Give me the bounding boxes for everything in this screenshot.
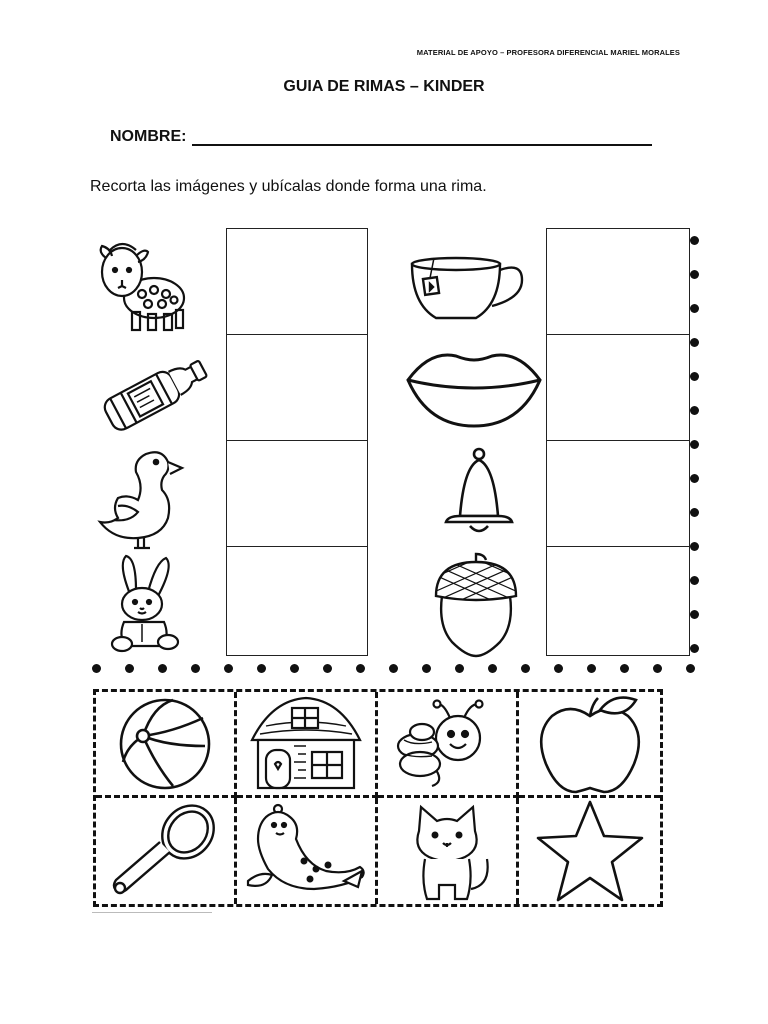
cutout-cell[interactable] (519, 692, 660, 798)
cut-dot (257, 664, 266, 673)
cat-icon (399, 801, 495, 901)
cut-dot (690, 338, 699, 347)
name-line[interactable] (192, 128, 652, 146)
answer-box[interactable] (227, 229, 367, 335)
star-icon (534, 798, 646, 904)
header-note: MATERIAL DE APOYO – PROFESORA DIFERENCIAL MARIEL MORALES (416, 48, 680, 57)
name-label: NOMBRE: (110, 128, 187, 145)
answer-column-left (226, 228, 368, 656)
cut-dot (620, 664, 629, 673)
instruction-text: Recorta las imágenes y ubícalas donde forma una rima. (90, 178, 487, 195)
cut-dot (690, 440, 699, 449)
answer-box[interactable] (547, 335, 689, 441)
answer-box[interactable] (227, 441, 367, 547)
house-icon (246, 696, 366, 792)
horizontal-cut-line (92, 664, 702, 674)
cut-dot (224, 664, 233, 673)
cut-dot (554, 664, 563, 673)
cut-dot (690, 406, 699, 415)
answer-box[interactable] (547, 229, 689, 335)
cut-dot (389, 664, 398, 673)
cut-dot (690, 576, 699, 585)
vertical-cut-line (690, 236, 700, 656)
cut-dot (690, 270, 699, 279)
cut-dot (690, 304, 699, 313)
cutout-grid (93, 689, 663, 907)
cut-dot (521, 664, 530, 673)
cut-dot (92, 664, 101, 673)
cut-dot (690, 474, 699, 483)
seal-icon (244, 803, 368, 899)
footer-divider (92, 912, 212, 913)
cut-dot (690, 508, 699, 517)
lips-icon (404, 346, 544, 430)
beach-ball-icon (117, 696, 213, 792)
cutout-cell[interactable] (378, 692, 519, 798)
cut-dot (690, 542, 699, 551)
cut-dot (690, 610, 699, 619)
cutout-cell[interactable] (378, 798, 519, 904)
cut-dot (290, 664, 299, 673)
cutout-cell[interactable] (519, 798, 660, 904)
cut-dot (422, 664, 431, 673)
cut-dot (587, 664, 596, 673)
bee-icon (392, 698, 502, 790)
bottle-icon (92, 342, 214, 442)
answer-box[interactable] (227, 335, 367, 441)
sheep-icon (92, 236, 192, 336)
rabbit-icon (102, 552, 184, 658)
cut-dot (686, 664, 695, 673)
duck-icon (92, 446, 184, 552)
cut-dot (356, 664, 365, 673)
hand-mirror-icon (110, 802, 220, 900)
apple-icon (538, 694, 642, 794)
teacup-icon (404, 248, 532, 324)
cut-dot (455, 664, 464, 673)
answer-column-right (546, 228, 690, 656)
cut-dot (191, 664, 200, 673)
cut-dot (323, 664, 332, 673)
answer-box[interactable] (227, 547, 367, 654)
cut-dot (690, 372, 699, 381)
cut-dot (488, 664, 497, 673)
cut-dot (690, 644, 699, 653)
cut-dot (125, 664, 134, 673)
name-row (110, 128, 652, 146)
acorn-icon (428, 552, 524, 658)
cut-dot (158, 664, 167, 673)
cut-dot (690, 236, 699, 245)
cutout-cell[interactable] (96, 692, 237, 798)
cutout-cell[interactable] (96, 798, 237, 904)
cutout-cell[interactable] (237, 692, 378, 798)
cut-dot (653, 664, 662, 673)
answer-box[interactable] (547, 547, 689, 654)
answer-box[interactable] (547, 441, 689, 547)
bell-icon (440, 446, 518, 538)
page-title: GUIA DE RIMAS – KINDER (283, 78, 485, 95)
cutout-cell[interactable] (237, 798, 378, 904)
